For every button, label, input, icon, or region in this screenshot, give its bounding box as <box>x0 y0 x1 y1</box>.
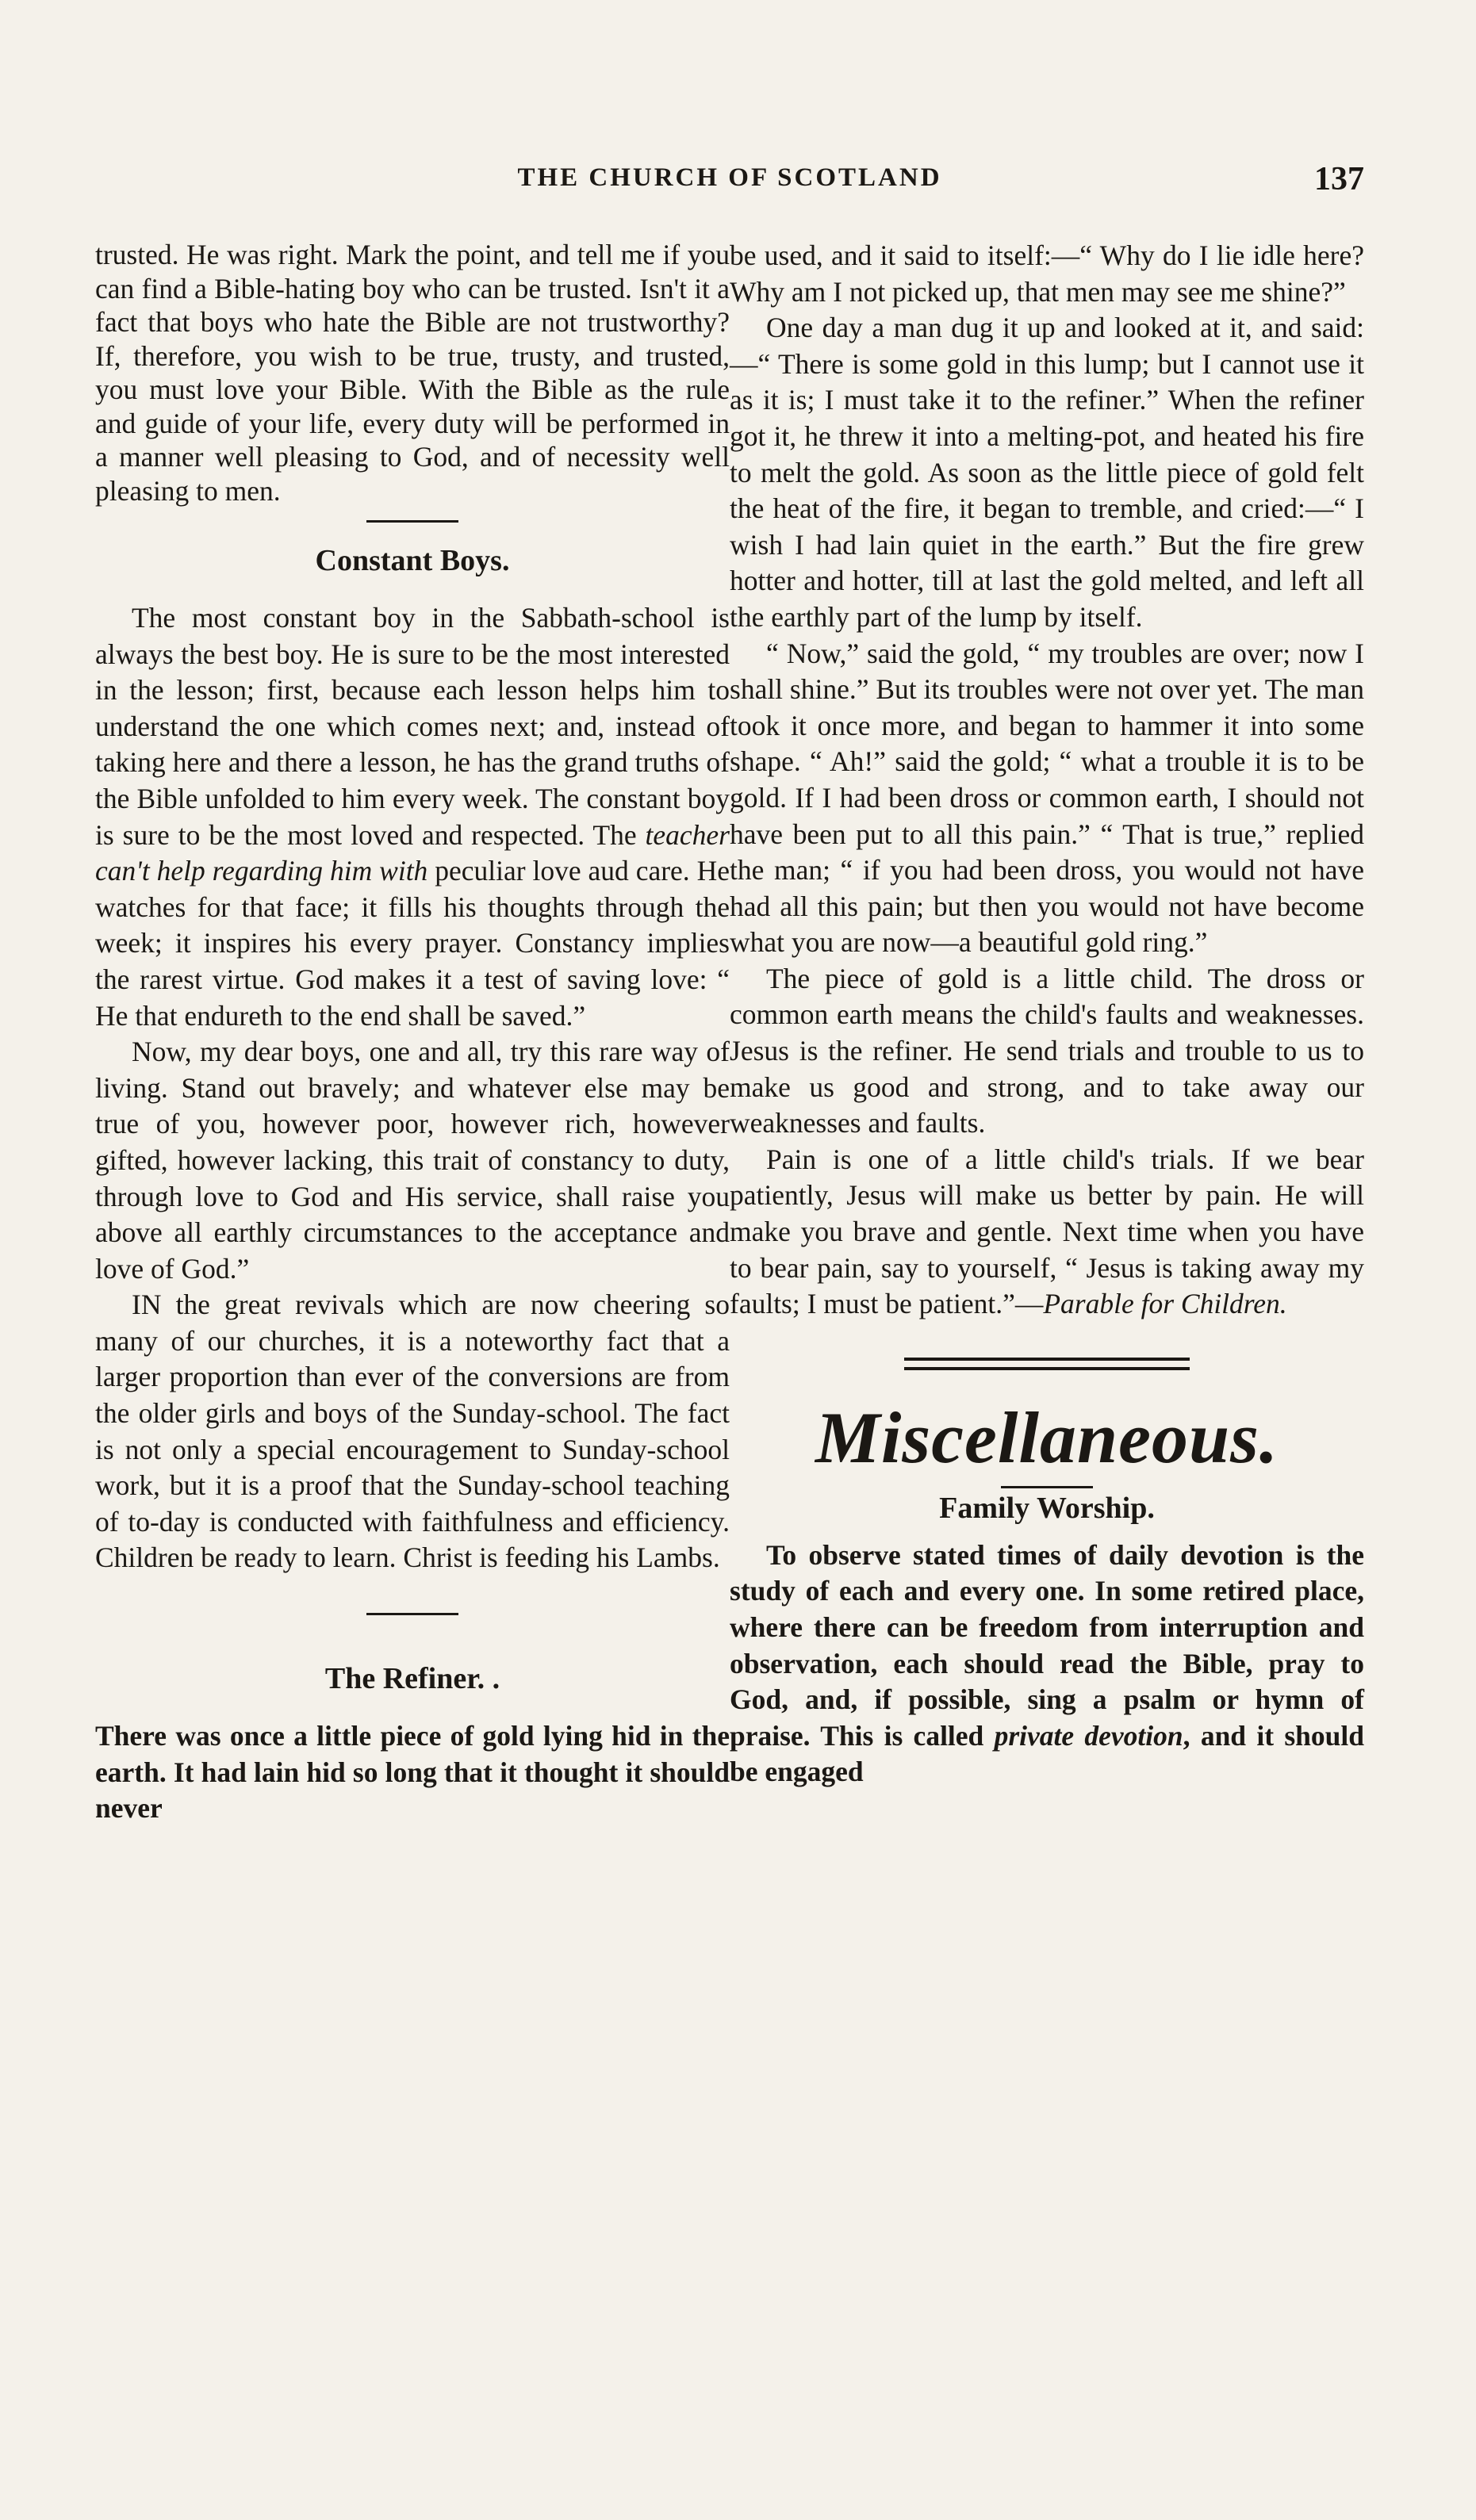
paragraph-text: The most constant boy in the Sabbath-school is always the best boy. He is sure to be the most interested in the lesson; first, because each lesson helps him to understand the one which comes next; and, instead of taking here and there a lesson, he has the grand truths of the Bible unfolded to him every week. The constant boy is sure to be the most loved and respected. The <box>95 602 730 851</box>
paragraph-piece-of-gold: There was once a little piece of gold lying hid in the earth. It had lain hid so long that it thought it should never <box>95 1720 730 1825</box>
section-divider <box>366 520 458 523</box>
section-title-miscellaneous: Miscellaneous. <box>815 1396 1279 1478</box>
spacer <box>95 1576 730 1600</box>
paragraph-family-worship <box>730 1538 1364 1790</box>
heading-the-refiner: The Refiner. . <box>324 1662 500 1696</box>
source-attribution: Parable for Children. <box>1043 1288 1287 1320</box>
double-rule-divider <box>904 1358 1190 1370</box>
heading-constant-boys: Constant Boys. <box>315 544 510 577</box>
paragraph-moral: The piece of gold is a little child. The dross or common earth means the child's faults and weaknesses. Jesus is the refiner. He send trials and trouble to us to make us good and strong, and to take away our weaknesses and faults. <box>730 962 1364 1139</box>
paragraph-revivals: IN the great revivals which are now cheering so many of our churches, it is a noteworthy fact that a larger proportion than ever of the conversions are from the older girls and boys of the Sunday-school. The fact is not only a special encouragement to Sunday-school work, but it is a proof that the Sunday-school teaching of to-day is conducted with faithfulness and efficiency. Children be ready to learn. Christ is feeding his Lambs. <box>95 1289 730 1574</box>
page-number: 137 <box>1314 161 1364 197</box>
italic-phrase: teacher can't help regarding him with <box>95 818 730 887</box>
heading-family-worship: Family Worship. <box>939 1491 1155 1525</box>
italic-phrase: private devotion <box>994 1719 1183 1752</box>
paragraph-troubles: “ Now,” said the gold, “ my troubles are over; now I shall shine.” But its troubles were not over yet. The man took it once more, and began to hammer it into some shape. “ Ah!” said the gold; “ what a trouble it is to be gold. If I had been dross or common earth, I should not have been put to all this pain.” “ That is true,” replied the man; “ if you had been dross, you would not have had all this pain; but then you would not have become what you are now—a beautiful gold ring.” <box>730 637 1364 959</box>
paragraph-text: , and it should be engaged <box>730 1719 1364 1788</box>
section-divider <box>366 1613 458 1615</box>
paragraph-bible-trusted: trusted. He was right. Mark the point, and tell me if you can find a Bible-hating boy who can be trusted. Isn't it a fact that boys who hate the Bible are not trustworthy? If, therefore, you wish to be true, trusty, and trusted, you must love your Bible. With the Bible as the rule and guide of your life, every duty will be performed in a manner well pleasing to God, and of necessity well pleasing to men. <box>95 239 730 507</box>
paragraph-text: To observe stated times of daily devotion is the study of each and every one. In some retired place, where there can be freedom from interruption and observation, each should read the Bible, pray to God, and, if possible, sing a psalm or hymn of praise. This is called <box>730 1538 1364 1752</box>
right-column <box>730 238 1364 1790</box>
section-divider <box>1001 1486 1093 1488</box>
paragraph-text: Pain is one of a little child's trials. If we bear patiently, Jesus will make us better by pain. He will make you brave and gentle. Next time when you have to bear pain, say to yourself, “ Jesus is taking away my faults; I must be patient.”— <box>730 1143 1364 1320</box>
paragraph-gold-speaks: be used, and it said to itself:—“ Why do I lie idle here? Why am I not picked up, that men may see me shine?” <box>730 239 1364 308</box>
paragraph-constant-boy <box>95 600 730 1034</box>
paragraph-dear-boys: Now, my dear boys, one and all, try this rare way of living. Stand out bravely; and whatever else may be true of you, however poor, however rich, however gifted, however lacking, this trait of constancy to duty, through love to God and His service, shall raise you above all earthly circumstances to the acceptance and love of God.” <box>95 1036 730 1285</box>
left-column <box>95 238 730 1827</box>
page-header <box>95 163 1364 211</box>
paragraph-pain <box>730 1142 1364 1323</box>
paragraph-refiner-fire: One day a man dug it up and looked at it, and said:—“ There is some gold in this lump; but I cannot use it as it is; I must take it to the refiner.” When the refiner got it, he threw it into a melting-pot, and heated his fire to melt the gold. As soon as the little piece of gold felt the heat of the fire, it began to tremble, and cried:—“ I wish I had lain quiet in the earth.” But the fire grew hotter and hotter, till at last the gold melted, and left all the earthly part of the lump by itself. <box>730 312 1364 633</box>
paragraph-text: peculiar love aud care. He watches for that face; it fills his thoughts through the week; it inspires his every prayer. Constancy implies the rarest virtue. God makes it a test of saving love: “ He that endureth to the end shall be saved.” <box>95 855 730 1032</box>
running-title: THE CHURCH OF SCOTLAND <box>517 163 942 192</box>
